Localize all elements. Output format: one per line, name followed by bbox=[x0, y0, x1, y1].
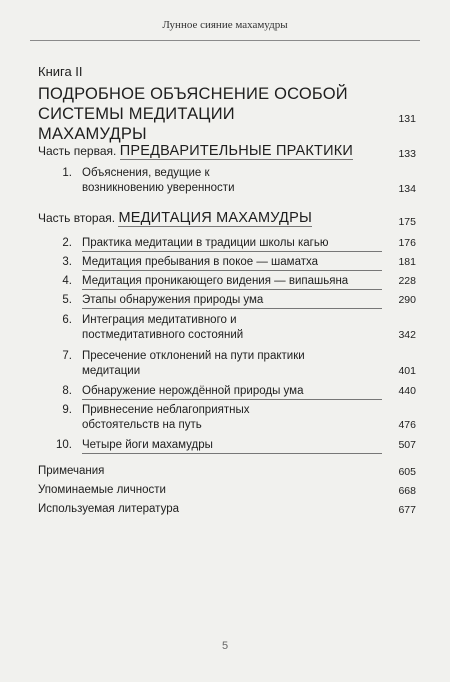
book-label: Книга II bbox=[38, 64, 83, 79]
backmatter-page: 668 bbox=[398, 485, 416, 497]
part1-heading bbox=[38, 143, 353, 159]
book-title: ПОДРОБНОЕ ОБЪЯСНЕНИЕ ОСОБОЙ СИСТЕМЫ МЕДИТАЦИИ МАХАМУДРЫ bbox=[38, 85, 348, 143]
entry-number: 8. bbox=[62, 385, 72, 397]
part1-page: 133 bbox=[398, 148, 416, 160]
part2-prefix: Часть вторая. bbox=[38, 211, 116, 225]
entry-page: 181 bbox=[398, 256, 416, 268]
running-head: Лунное сияние махамудры bbox=[162, 19, 288, 31]
entry-title: Медитация пребывания в покое — шаматха bbox=[82, 255, 382, 271]
part2-heading bbox=[38, 210, 312, 226]
entry-page: 476 bbox=[398, 419, 416, 431]
page-number: 5 bbox=[221, 640, 229, 652]
entry-title: Привнесение неблагоприятных обстоятельств на путь bbox=[82, 404, 250, 431]
entry-title: Объяснения, ведущие к возникновению уверенности bbox=[82, 167, 235, 194]
entry-number: 2. bbox=[62, 237, 72, 249]
entry-page: 342 bbox=[398, 329, 416, 341]
entry-page: 134 bbox=[398, 183, 416, 195]
entry-number: 10. bbox=[56, 439, 72, 451]
entry-number: 7. bbox=[62, 350, 72, 362]
entry-number: 5. bbox=[62, 294, 72, 306]
header-rule bbox=[30, 40, 420, 41]
entry-title: Практика медитации в традиции школы кагью bbox=[82, 236, 382, 252]
entry-title: Медитация проникающего видения — випашьяна bbox=[82, 274, 382, 290]
entry-page: 176 bbox=[398, 237, 416, 249]
entry-page: 228 bbox=[398, 275, 416, 287]
backmatter-item: Упоминаемые личности bbox=[38, 484, 166, 496]
entry-number: 9. bbox=[62, 404, 72, 416]
backmatter-page: 677 bbox=[398, 504, 416, 516]
entry-title: Этапы обнаружения природы ума bbox=[82, 293, 382, 309]
backmatter-item: Используемая литература bbox=[38, 503, 179, 515]
entry-title: Обнаружение нерождённой природы ума bbox=[82, 384, 382, 400]
part2-title: МЕДИТАЦИЯ МАХАМУДРЫ bbox=[118, 210, 312, 226]
entry-number: 3. bbox=[62, 256, 72, 268]
part1-prefix: Часть первая. bbox=[38, 144, 117, 158]
entry-page: 507 bbox=[398, 439, 416, 451]
entry-title: Четыре йоги махамудры bbox=[82, 438, 382, 454]
backmatter-item: Примечания bbox=[38, 465, 105, 477]
entry-number: 6. bbox=[62, 314, 72, 326]
part2-page: 175 bbox=[398, 216, 416, 228]
entry-title: Пресечение отклонений на пути практики медитации bbox=[82, 350, 305, 377]
part1-title: ПРЕДВАРИТЕЛЬНЫЕ ПРАКТИКИ bbox=[119, 143, 353, 159]
entry-number: 1. bbox=[62, 167, 72, 179]
entry-title: Интеграция медитативного и постмедитативного состояний bbox=[82, 314, 244, 341]
entry-page: 440 bbox=[398, 385, 416, 397]
backmatter-page: 605 bbox=[398, 466, 416, 478]
entry-page: 290 bbox=[398, 294, 416, 306]
entry-page: 401 bbox=[398, 365, 416, 377]
entry-number: 4. bbox=[62, 275, 72, 287]
book-page: 131 bbox=[398, 113, 416, 125]
